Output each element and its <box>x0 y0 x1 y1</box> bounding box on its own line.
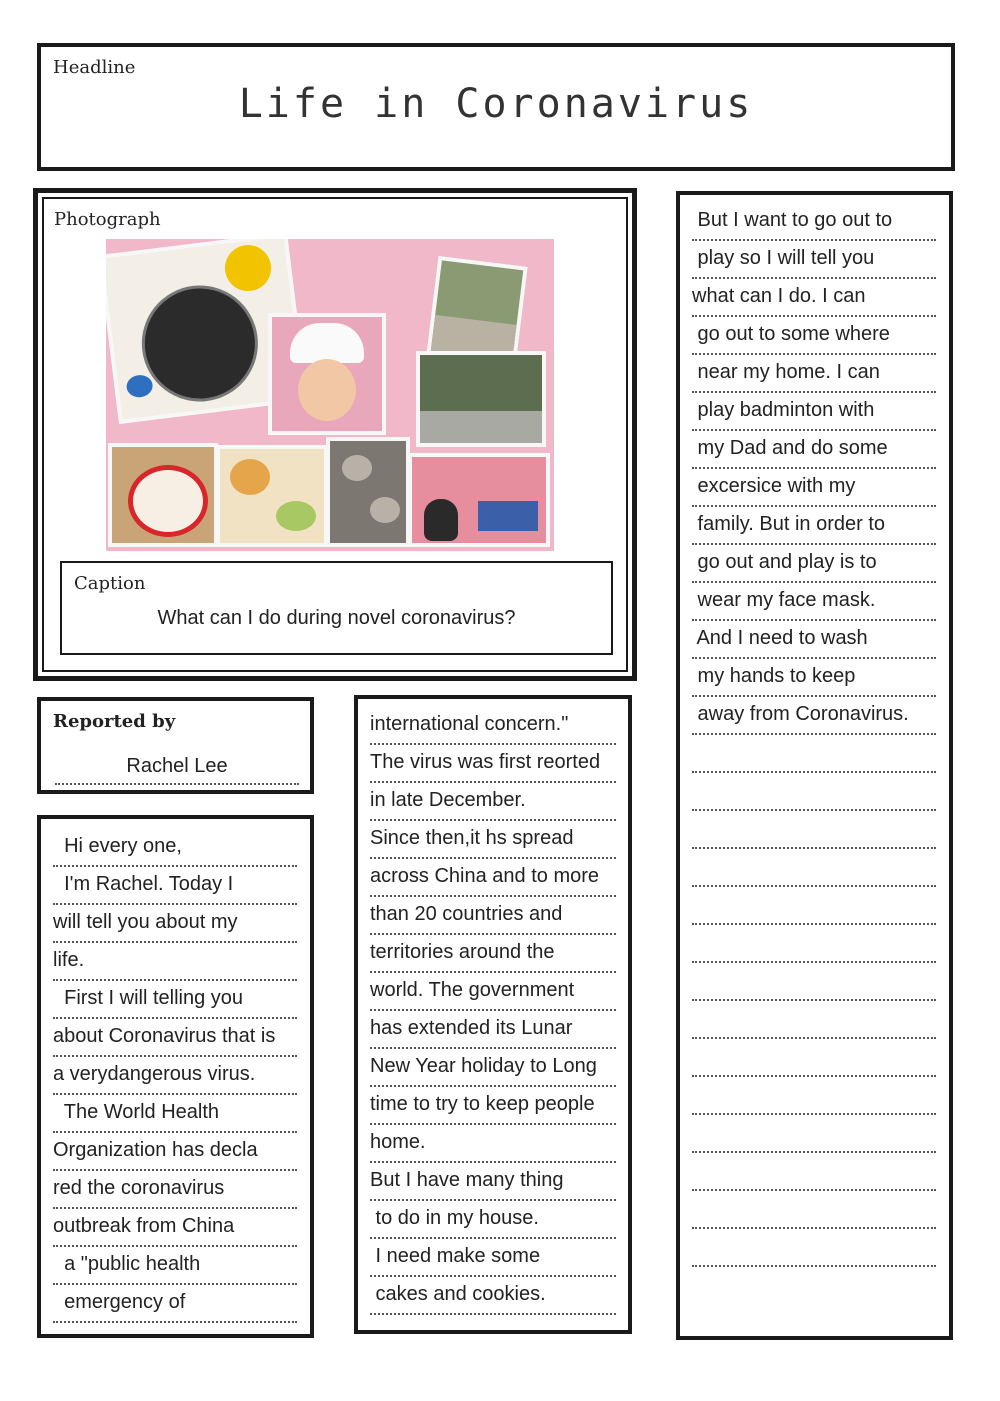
text-line: my hands to keep <box>692 659 936 697</box>
text-line: in late December. <box>370 783 616 821</box>
article-column-1 <box>37 815 314 1338</box>
penguin-drawing-tile <box>408 453 550 547</box>
cake-photo-tile <box>108 443 218 547</box>
text-line: emergency of <box>53 1285 297 1323</box>
caption-label: Caption <box>74 573 146 594</box>
caption-text: What can I do during novel coronavirus? <box>157 607 516 629</box>
text-line: a "public health <box>53 1247 297 1285</box>
text-line: red the coronavirus <box>53 1171 297 1209</box>
text-line: life. <box>53 943 297 981</box>
virus-icon <box>135 279 264 408</box>
text-line <box>692 849 936 887</box>
text-line: First I will telling you <box>53 981 297 1019</box>
text-line: go out to some where <box>692 317 936 355</box>
text-line: near my home. I can <box>692 355 936 393</box>
text-line <box>692 1191 936 1229</box>
photo-collage <box>106 239 554 551</box>
text-line: excersice with my <box>692 469 936 507</box>
food-drawing-tile <box>216 445 328 547</box>
text-line: play so I will tell you <box>692 241 936 279</box>
park-photo-tile <box>416 351 546 447</box>
text-line <box>692 1039 936 1077</box>
text-line: Hi every one, <box>53 829 297 867</box>
caption-box <box>60 561 613 655</box>
sun-icon <box>222 242 273 293</box>
text-line: Organization has decla <box>53 1133 297 1171</box>
text-line: outbreak from China <box>53 1209 297 1247</box>
text-line <box>692 1153 936 1191</box>
column-2-lines <box>370 707 616 1315</box>
reported-by-box <box>37 697 314 794</box>
text-line: Since then,it hs spread <box>370 821 616 859</box>
text-line: wear my face mask. <box>692 583 936 621</box>
text-line: New Year holiday to Long <box>370 1049 616 1087</box>
text-line: go out and play is to <box>692 545 936 583</box>
text-line: And I need to wash <box>692 621 936 659</box>
text-line: home. <box>370 1125 616 1163</box>
text-line: will tell you about my <box>53 905 297 943</box>
text-line: time to try to keep people <box>370 1087 616 1125</box>
text-line <box>692 1077 936 1115</box>
text-line: across China and to more <box>370 859 616 897</box>
text-line: play badminton with <box>692 393 936 431</box>
reporter-name <box>55 749 299 785</box>
headline-box <box>37 43 955 171</box>
text-line <box>692 1115 936 1153</box>
text-line: family. But in order to <box>692 507 936 545</box>
reported-by-label: Reported by <box>53 711 176 732</box>
text-line <box>692 773 936 811</box>
text-line: cakes and cookies. <box>370 1277 616 1315</box>
text-line: The World Health <box>53 1095 297 1133</box>
page-title: Life in Coronavirus <box>238 81 754 127</box>
text-line: my Dad and do some <box>692 431 936 469</box>
text-line: territories around the <box>370 935 616 973</box>
text-line <box>692 887 936 925</box>
text-line: about Coronavirus that is <box>53 1019 297 1057</box>
child-photo-tile <box>268 313 386 435</box>
column-1-lines <box>53 829 297 1323</box>
text-line: than 20 countries and <box>370 897 616 935</box>
column-3-lines <box>692 203 936 1267</box>
text-line: a verydangerous virus. <box>53 1057 297 1095</box>
text-line: I need make some <box>370 1239 616 1277</box>
text-line: what can I do. I can <box>692 279 936 317</box>
text-line: away from Coronavirus. <box>692 697 936 735</box>
text-line: to do in my house. <box>370 1201 616 1239</box>
text-line: But I have many thing <box>370 1163 616 1201</box>
text-line: The virus was first reorted <box>370 745 616 783</box>
headline-label: Headline <box>53 57 136 78</box>
text-line <box>692 811 936 849</box>
article-column-2 <box>354 695 632 1334</box>
photograph-box <box>33 188 637 681</box>
text-line: I'm Rachel. Today I <box>53 867 297 905</box>
text-line <box>692 925 936 963</box>
text-line <box>692 963 936 1001</box>
photograph-inner-frame <box>42 197 628 672</box>
badminton-photo-tile <box>426 256 528 366</box>
text-line: world. The government <box>370 973 616 1011</box>
text-line: international concern." <box>370 707 616 745</box>
article-column-3 <box>676 191 953 1340</box>
text-line: But I want to go out to <box>692 203 936 241</box>
reporter-name-text: Rachel Lee <box>126 755 228 777</box>
text-line <box>692 735 936 773</box>
text-line <box>692 1229 936 1267</box>
text-line <box>692 1001 936 1039</box>
photograph-label: Photograph <box>54 209 161 230</box>
cookies-photo-tile <box>326 437 410 547</box>
text-line: has extended its Lunar <box>370 1011 616 1049</box>
